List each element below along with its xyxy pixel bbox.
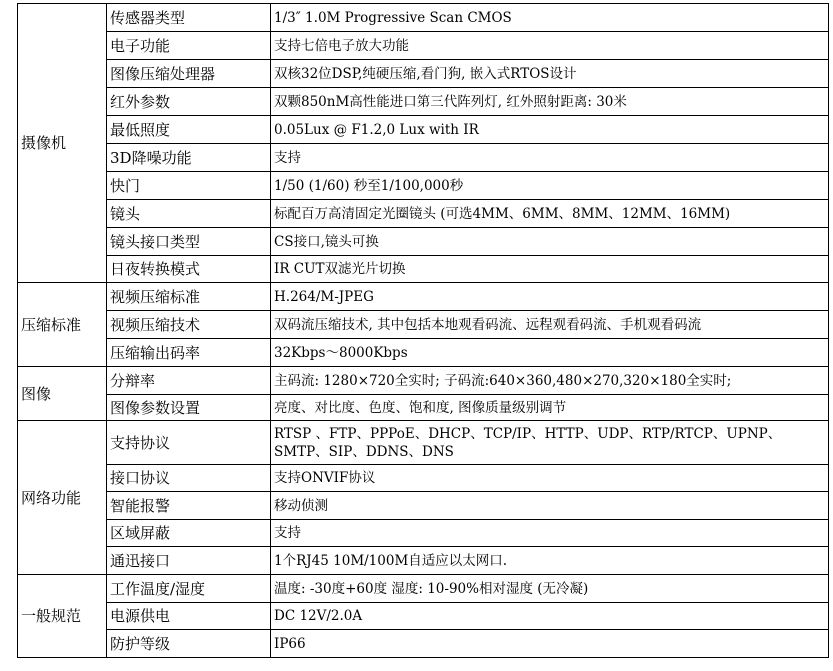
param-value-cell: 支持七倍电子放大功能	[271, 32, 829, 60]
param-value-cell: 温度: -30度+60度 湿度: 10-90%相对湿度 (无冷凝)	[271, 575, 829, 603]
spec-row	[18, 88, 829, 116]
param-name-cell: 最低照度	[107, 116, 271, 144]
param-value-cell: 移动侦测	[271, 492, 829, 520]
param-name-cell: 镜头	[107, 200, 271, 228]
spec-row	[18, 465, 829, 492]
category-cell: 网络功能	[18, 421, 107, 575]
param-value-cell: IP66	[271, 630, 829, 658]
spec-row	[18, 228, 829, 256]
category-cell: 压缩标准	[18, 283, 107, 367]
spec-row	[18, 367, 829, 395]
param-name-cell: 日夜转换模式	[107, 256, 271, 283]
param-value-cell: RTSP 、FTP、PPPoE、DHCP、TCP/IP、HTTP、UDP、RTP/RTCP、UPNP、SMTP、SIP、DDNS、DNS	[271, 421, 829, 465]
category-cell: 一般规范	[18, 575, 107, 658]
param-value-cell: 1/3″ 1.0M Progressive Scan CMOS	[271, 4, 829, 32]
param-name-cell: 图像压缩处理器	[107, 60, 271, 88]
spec-row	[18, 256, 829, 283]
param-name-cell: 智能报警	[107, 492, 271, 520]
spec-row	[18, 116, 829, 144]
spec-row	[18, 492, 829, 520]
category-cell: 图像	[18, 367, 107, 421]
spec-row	[18, 283, 829, 311]
param-value-cell: 双颗850nM高性能进口第三代阵列灯, 红外照射距离: 30米	[271, 88, 829, 116]
spec-row	[18, 4, 829, 32]
param-name-cell: 分辩率	[107, 367, 271, 395]
param-value-cell: 支持	[271, 520, 829, 547]
spec-row	[18, 200, 829, 228]
spec-row	[18, 520, 829, 547]
param-name-cell: 电源供电	[107, 603, 271, 630]
param-name-cell: 接口协议	[107, 465, 271, 492]
spec-row	[18, 603, 829, 630]
spec-row	[18, 311, 829, 339]
param-value-cell: 32Kbps～8000Kbps	[271, 339, 829, 367]
param-value-cell: H.264/M-JPEG	[271, 283, 829, 311]
spec-row	[18, 575, 829, 603]
spec-row	[18, 630, 829, 658]
param-name-cell: 3D降噪功能	[107, 144, 271, 172]
param-name-cell: 防护等级	[107, 630, 271, 658]
param-value-cell: 支持ONVIF协议	[271, 465, 829, 492]
param-name-cell: 传感器类型	[107, 4, 271, 32]
param-value-cell: 1/50 (1/60) 秒至1/100,000秒	[271, 172, 829, 200]
param-value-cell: 0.05Lux @ F1.2,0 Lux with IR	[271, 116, 829, 144]
spec-row	[18, 339, 829, 367]
param-value-cell: DC 12V/2.0A	[271, 603, 829, 630]
category-cell: 摄像机	[18, 4, 107, 283]
param-value-cell: 1个RJ45 10M/100M自适应以太网口.	[271, 547, 829, 575]
spec-row	[18, 172, 829, 200]
spec-row	[18, 60, 829, 88]
spec-table	[17, 3, 829, 658]
spec-row	[18, 144, 829, 172]
param-value-cell: 标配百万高清固定光圈镜头 (可选4MM、6MM、8MM、12MM、16MM)	[271, 200, 829, 228]
param-value-cell: IR CUT双滤光片切换	[271, 256, 829, 283]
param-name-cell: 电子功能	[107, 32, 271, 60]
param-name-cell: 通迅接口	[107, 547, 271, 575]
param-name-cell: 视频压缩标准	[107, 283, 271, 311]
param-name-cell: 红外参数	[107, 88, 271, 116]
param-value-cell: 双码流压缩技术, 其中包括本地观看码流、远程观看码流、手机观看码流	[271, 311, 829, 339]
spec-row	[18, 547, 829, 575]
param-name-cell: 工作温度/湿度	[107, 575, 271, 603]
param-name-cell: 图像参数设置	[107, 395, 271, 421]
spec-row	[18, 32, 829, 60]
spec-row	[18, 395, 829, 421]
param-value-cell: 亮度、对比度、色度、饱和度, 图像质量级别调节	[271, 395, 829, 421]
spec-row	[18, 421, 829, 465]
param-value-cell: 支持	[271, 144, 829, 172]
param-value-cell: CS接口,镜头可换	[271, 228, 829, 256]
param-name-cell: 压缩输出码率	[107, 339, 271, 367]
param-value-cell: 主码流: 1280×720全实时; 子码流:640×360,480×270,320×180全实时;	[271, 367, 829, 395]
param-name-cell: 区域屏蔽	[107, 520, 271, 547]
param-value-cell: 双核32位DSP,纯硬压缩,看门狗, 嵌入式RTOS设计	[271, 60, 829, 88]
param-name-cell: 视频压缩技术	[107, 311, 271, 339]
param-name-cell: 快门	[107, 172, 271, 200]
param-name-cell: 支持协议	[107, 421, 271, 465]
param-name-cell: 镜头接口类型	[107, 228, 271, 256]
